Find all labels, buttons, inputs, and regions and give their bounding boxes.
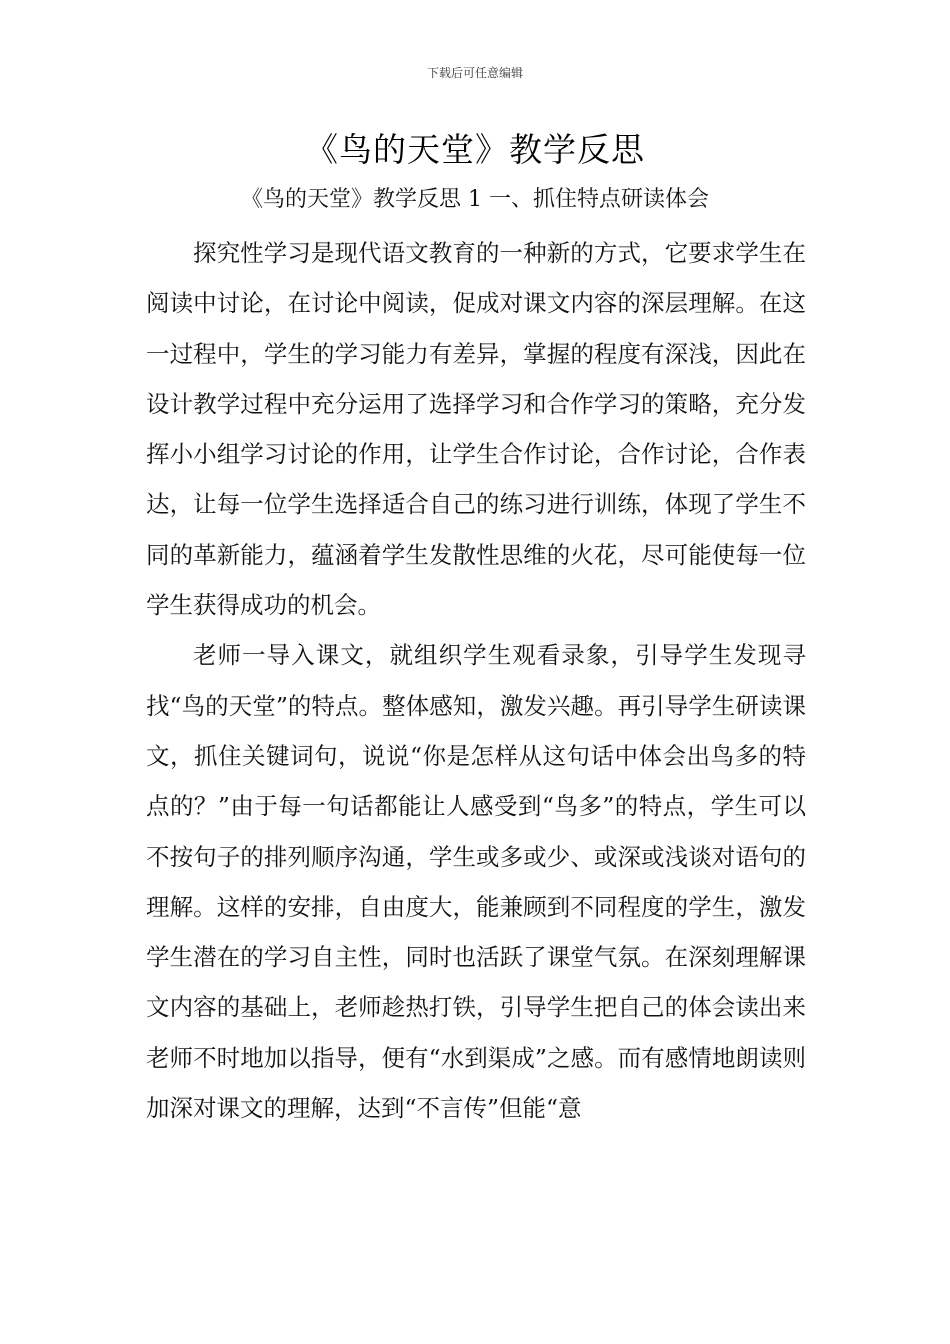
paragraph-2: 老师一导入课文，就组织学生观看录象，引导学生发现寻找“鸟的天堂”的特点。整体感知，激发兴趣。再引导学生研读课文，抓住关键词句，说说“你是怎样从这句话中体会出鸟多的特点的？”由于每一句话都能让人感受到“鸟多”的特点，学生可以不按句子的排列顺序沟通，学生或多或少、或深或浅谈对语句的理解。这样的安排，自由度大，能兼顾到不同程度的学生，激发学生潜在的学习自主性，同时也活跃了课堂气氛。在深刻理解课文内容的基础上，老师趁热打铁，引导学生把自己的体会读出来老师不时地加以指导，便有“水到渠成”之感。而有感情地朗读则加深对课文的理解，达到“不言传”但能“意 — [146, 641, 806, 1123]
header-note: 下载后可任意编辑 — [426, 66, 523, 80]
section-heading: 《鸟的天堂》教学反思 1 一、抓住特点研读体会 — [241, 187, 709, 212]
paragraph-1: 探究性学习是现代语文教育的一种新的方式，它要求学生在阅读中讨论，在讨论中阅读，促成对课文内容的深层理解。在这一过程中，学生的学习能力有差异，掌握的程度有深浅，因此在设计教学过程中充分运用了选择学习和合作学习的策略，充分发挥小小组学习讨论的作用，让学生合作讨论，合作讨论，合作表达，让每一位学生选择适合自己的练习进行训练，体现了学生不同的革新能力，蕴涵着学生发散性思维的火花，尽可能使每一位学生获得成功的机会。 — [146, 239, 806, 620]
page-title: 《鸟的天堂》教学反思 — [305, 130, 645, 169]
document-body — [146, 228, 806, 1133]
